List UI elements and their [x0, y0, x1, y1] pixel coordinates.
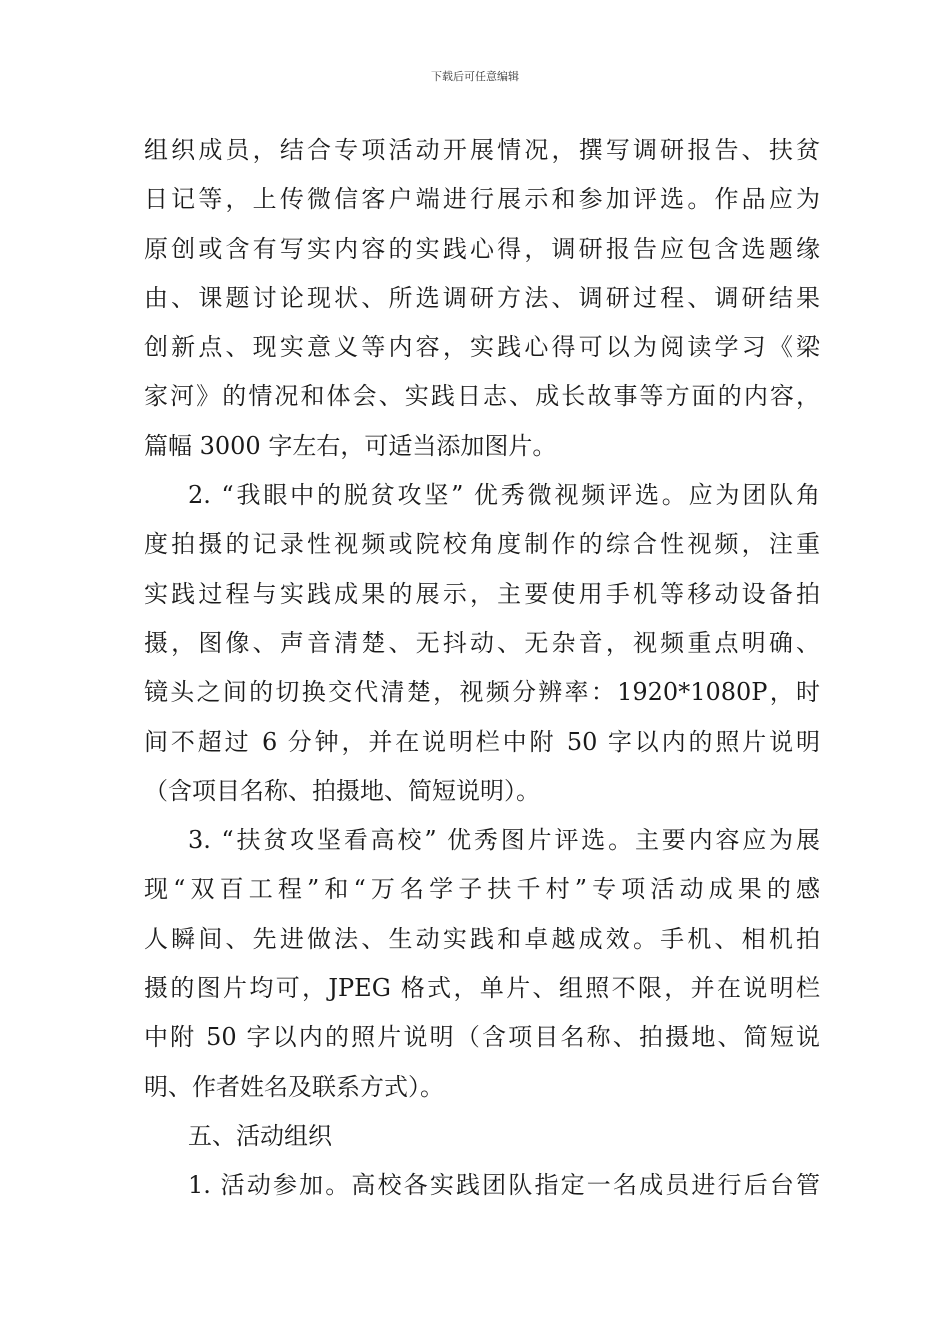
section-heading: 五、活动组织	[188, 1121, 332, 1150]
text-line: 度拍摄的记录性视频或院校角度制作的综合性视频，注重	[144, 530, 820, 559]
text-line: 实践过程与实践成果的展示，主要使用手机等移动设备拍	[144, 579, 820, 608]
paragraph-start: 1. 活动参加。高校各实践团队指定一名成员进行后台管	[188, 1171, 820, 1200]
text-line: 组织成员，结合专项活动开展情况，撰写调研报告、扶贫	[144, 136, 820, 164]
page-header: 下载后可任意编辑	[431, 70, 519, 83]
text-line: 人瞬间、先进做法、生动实践和卓越成效。手机、相机拍	[144, 924, 820, 953]
text-line: 明、作者姓名及联系方式）。	[144, 1072, 444, 1101]
text-line: 由、课题讨论现状、所选调研方法、调研过程、调研结果	[144, 283, 820, 312]
text-line: 篇幅 3000 字左右，可适当添加图片。	[144, 431, 557, 460]
text-line: 家河》的情况和体会、实践日志、成长故事等方面的内容，	[144, 382, 820, 411]
paragraph-start: 3. “扶贫攻坚看高校” 优秀图片评选。主要内容应为展	[188, 826, 820, 855]
document-body	[144, 126, 820, 1211]
text-line: 摄的图片均可，JPEG 格式，单片、组照不限，并在说明栏	[144, 974, 820, 1003]
text-line: 摄，图像、声音清楚、无抖动、无杂音，视频重点明确、	[144, 628, 820, 657]
text-line: 镜头之间的切换交代清楚，视频分辨率：1920*1080P，时	[144, 678, 820, 707]
paragraph-start: 2. “我眼中的脱贫攻坚” 优秀微视频评选。应为团队角	[188, 481, 820, 510]
text-line: 现“双百工程”和“万名学子扶千村”专项活动成果的感	[144, 875, 820, 904]
text-line: 原创或含有写实内容的实践心得，调研报告应包含选题缘	[144, 234, 820, 263]
text-line: 中附 50 字以内的照片说明（含项目名称、拍摄地、简短说	[144, 1023, 820, 1052]
text-line: 间不超过 6 分钟，并在说明栏中附 50 字以内的照片说明	[144, 727, 820, 756]
text-line: 创新点、现实意义等内容，实践心得可以为阅读学习《梁	[144, 333, 820, 362]
text-line: （含项目名称、拍摄地、简短说明）。	[144, 776, 540, 805]
text-line: 日记等，上传微信客户端进行展示和参加评选。作品应为	[144, 185, 820, 214]
